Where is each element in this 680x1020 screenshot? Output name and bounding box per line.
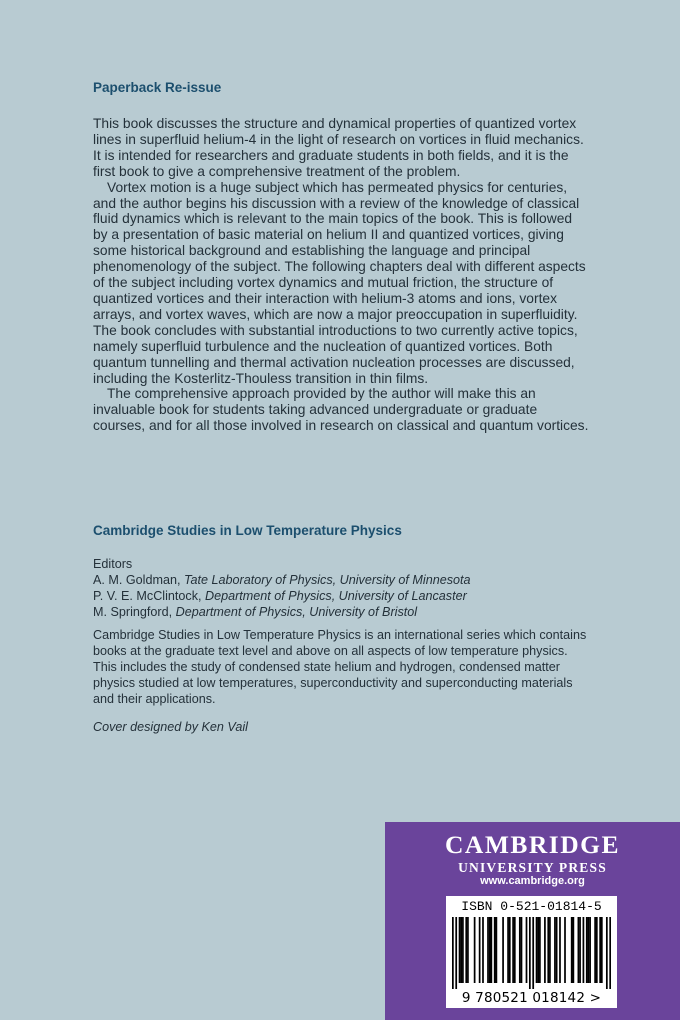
- barcode-bar: [579, 917, 581, 983]
- editor-name: P. V. E. McClintock,: [93, 589, 205, 603]
- barcode-bar: [596, 917, 598, 983]
- barcode-bar: [526, 917, 528, 983]
- barcode-bar: [509, 917, 511, 983]
- barcode-bar: [529, 917, 531, 989]
- barcode-bar: [547, 917, 549, 983]
- barcode-bar: [556, 917, 558, 983]
- editor-entry: [93, 604, 593, 620]
- barcode-bar: [549, 917, 551, 983]
- barcode-bar: [494, 917, 496, 983]
- barcode-bar: [537, 917, 539, 983]
- barcode-bar: [467, 917, 469, 983]
- barcode-bar: [554, 917, 556, 983]
- barcode-bar: [460, 917, 462, 983]
- barcode-bar: [482, 917, 484, 983]
- editor-affiliation: Tate Laboratory of Physics, University of Minnesota: [184, 573, 471, 587]
- isbn-label: ISBN 0-521-01814-5: [461, 899, 602, 914]
- editor-name: A. M. Goldman,: [93, 573, 184, 587]
- barcode-bar: [588, 917, 590, 983]
- series-heading: Cambridge Studies in Low Temperature Physics: [93, 523, 402, 538]
- barcode-bar: [490, 917, 492, 983]
- barcode-bar: [519, 917, 521, 983]
- barcode-bar: [474, 917, 476, 983]
- editor-affiliation: Department of Physics, University of Lancaster: [205, 589, 467, 603]
- barcode-bar: [479, 917, 481, 983]
- barcode-bar: [578, 917, 580, 983]
- editor-entry: [93, 572, 593, 588]
- barcode-bar: [583, 917, 585, 983]
- barcode-bar: [487, 917, 489, 983]
- barcode-digits: 9 780521 018142 >: [461, 990, 602, 1006]
- description-paragraph: This book discusses the structure and dynamical properties of quantized vortex lines in superfluid helium-4 in the light of research on vortices in fluid mechanics. It is intended for researchers and graduate students in both fields, and it is the first book to give a comprehensive treatment of the problem.: [93, 116, 584, 179]
- series-description: Cambridge Studies in Low Temperature Physics is an international series which contains books at the graduate text level and above on all aspects of low temperature physics. This includes the study of condensed state helium and hydrogen, condensed matter physics studied at low temperatures, superconductivity and superconducting materials and their applications.: [93, 628, 587, 706]
- publisher-url[interactable]: www.cambridge.org: [480, 875, 585, 887]
- editor-affiliation: Department of Physics, University of Bristol: [175, 605, 418, 619]
- barcode-bar: [507, 917, 509, 983]
- barcode-bar: [559, 917, 561, 983]
- barcode-bar: [544, 917, 546, 983]
- barcode-bar: [573, 917, 575, 983]
- barcode-bar: [536, 917, 538, 983]
- description-paragraph: Vortex motion is a huge subject which has permeated physics for centuries, and the author begins his discussion with a review of the knowledge of classical fluid dynamics which is relevant to the main topics of the book. This is followed by a presentation of basic material on helium II and quantized vortices, giving some historical background and establishing the language and principal phenomenology of the subject. The following chapters deal with different aspects of the subject including vortex dynamics and mutual friction, the structure of quantized vortices and their interaction with helium-3 atoms and ions, vortex arrays, and vortex waves, which are now a major preoccupation in superfluidity. The book concludes with substantial introductions to two currently active topics, namely superfluid turbulence and the nucleation of quantized vortices. Both quantum tunnelling and thermal activation nucleation processes are discussed, including the Kosterlitz-Thouless transition in thin films.: [93, 179, 586, 386]
- barcode-bar: [586, 917, 588, 983]
- book-description: [93, 116, 590, 434]
- barcode-bar: [532, 917, 534, 989]
- barcode-bar: [589, 917, 591, 983]
- barcode-bar: [496, 917, 498, 983]
- editors-list: [93, 556, 593, 620]
- barcode-bar: [512, 917, 514, 983]
- publisher-logo-subname: UNIVERSITY PRESS: [458, 860, 607, 875]
- barcode-bar: [564, 917, 566, 983]
- editor-entry: [93, 588, 593, 604]
- barcode-icon: [452, 917, 611, 989]
- barcode-bar: [594, 917, 596, 983]
- description-paragraph: The comprehensive approach provided by the author will make this an invaluable book for students taking advanced undergraduate or graduate courses, and for all those involved in research on classical and quantum vortices.: [93, 386, 589, 434]
- barcode-bar: [465, 917, 467, 983]
- reissue-heading: Paperback Re-issue: [93, 80, 222, 95]
- barcode-bar: [502, 917, 504, 983]
- barcode-bar: [459, 917, 461, 983]
- barcode-bar: [571, 917, 573, 983]
- publisher-logo-name: CAMBRIDGE: [444, 830, 620, 859]
- barcode-bar: [462, 917, 464, 983]
- barcode-bar: [452, 917, 454, 989]
- barcode-bar: [514, 917, 516, 983]
- barcode-bar: [455, 917, 457, 989]
- barcode-bar: [601, 917, 603, 983]
- barcode-box: [446, 896, 617, 1008]
- editors-label: Editors: [93, 557, 133, 571]
- cover-credit: Cover designed by Ken Vail: [93, 720, 248, 734]
- barcode-bar: [539, 917, 541, 983]
- barcode-bar: [599, 917, 601, 983]
- barcode-bar: [521, 917, 523, 983]
- barcode-bar: [609, 917, 611, 989]
- barcode-bar: [606, 917, 608, 989]
- publisher-panel: [385, 822, 680, 1020]
- editor-name: M. Springford,: [93, 605, 176, 619]
- barcode-bar: [489, 917, 491, 983]
